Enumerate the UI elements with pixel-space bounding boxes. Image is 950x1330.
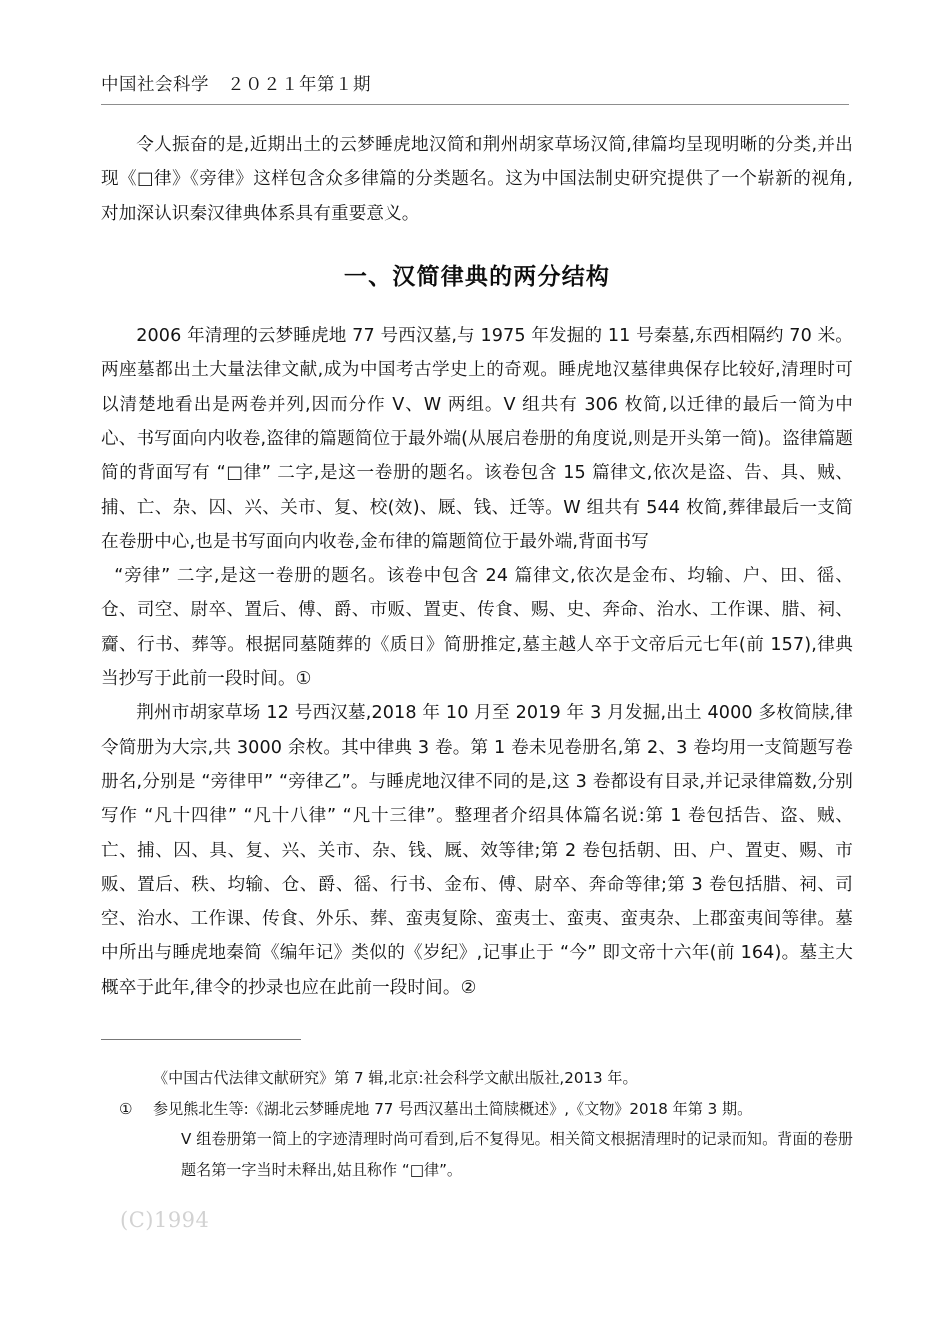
copyright-watermark: (C)1994 [120, 1208, 210, 1232]
running-head-text: 中国社会科学 ２０２１年第１期 [101, 75, 371, 95]
footnote-text: 参见熊北生等:《湖北云梦睡虎地 77 号西汉墓出土简牍概述》,《文物》2018 年第 3 期。 [153, 1099, 753, 1118]
footnote-marker: ① [119, 1099, 133, 1118]
paragraph-intro: 令人振奋的是,近期出土的云梦睡虎地汉简和荆州胡家草场汉简,律篇均呈现明晰的分类,并出现《□律》《旁律》这样包含众多律篇的分类题名。这为中国法制史研究提供了一个崭新的视角,对加深认识秦汉律典体系具有重要意义。 [101, 135, 853, 224]
paragraph-shuihudi: 2006 年清理的云梦睡虎地 77 号西汉墓,与 1975 年发掘的 11 号秦墓,东西相隔约 70 米。两座墓都出土大量法律文献,成为中国考古学史上的奇观。睡虎地汉墓律典保存比较好,清理时可以清楚地看出是两卷并列,因而分作 V、W 两组。V 组共有 306 枚简,以迁律的最后一简为中心、书写面向内收卷,盗律的篇题简位于最外端(从展启卷册的角度说,则是开头第一简)。盗律篇题简的背面写有 “□律” 二字,是这一卷册的题名。该卷包含 15 篇律文,依次是盗、告、具、贼、捕、亡、杂、囚、兴、关市、复、校(效)、厩、钱、迁等。W 组共有 544 枚简,葬律最后一支简在卷册中心,也是书写面向内收卷,金布律的篇题简位于最外端,背面书写 [101, 326, 853, 552]
paragraph-panglv: “旁律” 二字,是这一卷册的题名。该卷中包含 24 篇律文,依次是金布、均输、户、田、徭、仓、司空、尉卒、置后、傅、爵、市贩、置吏、传食、赐、史、奔命、治水、工作课、腊、祠、齎、行书、葬等。根据同墓随葬的《质日》简册推定,墓主越人卒于文帝后元七年(前 157),律典当抄写于此前一段时间。① [101, 566, 853, 690]
running-head [101, 74, 849, 97]
footnote-subtext: V 组卷册第一简上的字迹清理时尚可看到,后不复得见。相关简文根据清理时的记录而知。背面的卷册题名第一字当时未释出,姑且称作 “□律”。 [181, 1130, 853, 1179]
section-heading: 一、汉简律典的两分结构 [343, 263, 611, 290]
spacer-before-heading [101, 231, 853, 261]
paragraph-hujiacaochang: 荆州市胡家草场 12 号西汉墓,2018 年 10 月至 2019 年 3 月发掘,出土 4000 多枚简牍,律令简册为大宗,共 3000 余枚。其中律典 3 卷。第 1 卷未见卷册名,第 2、3 卷均用一支简题写卷册名,分别是 “旁律甲” “旁律乙”。与睡虎地汉律不同的是,这 3 卷都设有目录,并记录律篇数,分别写作 “凡十四律” “凡十八律” “凡十三律”。整理者介绍具体篇名说:第 1 卷包括告、盗、贼、亡、捕、囚、具、复、兴、关市、杂、钱、厩、效等律;第 2 卷包括朝、田、户、置吏、赐、市贩、置后、秩、均输、仓、爵、徭、行书、金布、傅、尉卒、奔命等律;第 3 卷包括腊、祠、司空、治水、工作课、传食、外乐、葬、蛮夷复除、蛮夷士、蛮夷、蛮夷杂、上郡蛮夷间等律。墓中所出与睡虎地秦简《编年记》类似的《岁纪》,记事止于 “今” 即文帝十六年(前 164)。墓主大概卒于此年,律令的抄录也应在此前一段时间。② [101, 703, 853, 998]
footnote-separator [101, 1039, 301, 1040]
main-text-column [101, 128, 853, 1005]
footnote-item [101, 1094, 853, 1125]
spacer-after-heading [101, 293, 853, 319]
footnote-continuation: 《中国古代法律文献研究》第 7 辑,北京:社会科学文献出版社,2013 年。 [153, 1069, 638, 1087]
running-head-rule [101, 104, 849, 105]
footnote-area [101, 1063, 853, 1185]
